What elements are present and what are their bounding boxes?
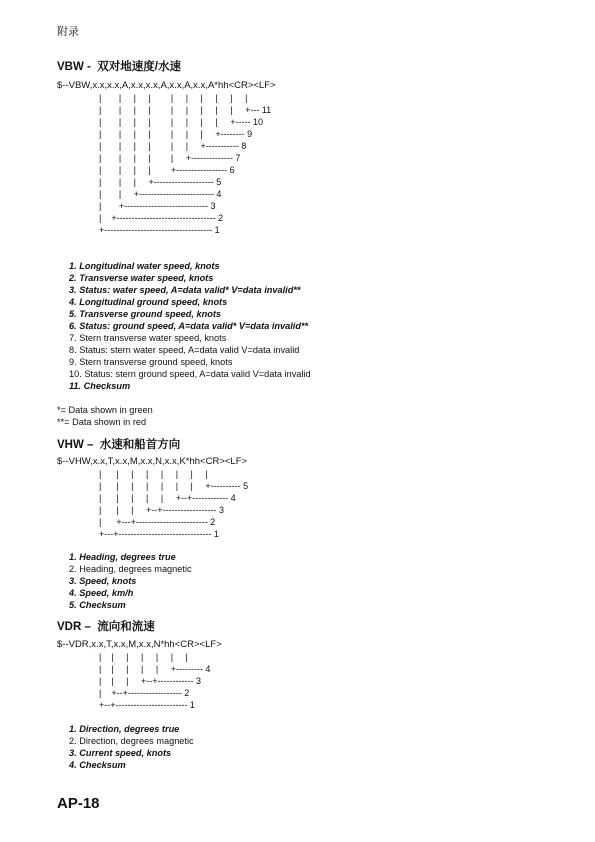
- diagram-line: | | | | | | |: [99, 652, 188, 662]
- vdr-title: VDR – 流向和流速: [57, 621, 155, 633]
- page-number: AP-18: [57, 795, 100, 812]
- field-description: 8. Status: stern water speed, A=data valid V=data invalid: [69, 345, 300, 355]
- field-description: 1. Heading, degrees true: [69, 552, 176, 562]
- diagram-line: | | | | | +--+------------ 4: [99, 493, 236, 503]
- field-description: 1. Longitudinal water speed, knots: [69, 261, 220, 271]
- diagram-line: | | | +--+------------------ 3: [99, 505, 224, 515]
- note-red: **= Data shown in red: [57, 417, 147, 427]
- diagram-line: | | | +--+------------ 3: [99, 676, 201, 686]
- field-description: 6. Status: ground speed, A=data valid* V=data invalid**: [69, 321, 309, 331]
- field-description: 3. Status: water speed, A=data valid* V=data invalid**: [69, 285, 301, 295]
- vbw-sentence: $--VBW,x.x,x.x,A,x.x,x.x,A,x.x,A,x.x,A*hh<CR><LF>: [57, 80, 276, 91]
- diagram-line: | | | | | | | | | +--- 11: [99, 105, 272, 115]
- diagram-line: | | | | | +--------- 4: [99, 664, 211, 674]
- diagram-line: | | | | | +-------------- 7: [99, 153, 241, 163]
- field-description: 5. Transverse ground speed, knots: [69, 309, 221, 319]
- vbw-notes: [57, 404, 153, 428]
- field-description: 3. Speed, knots: [69, 576, 137, 586]
- vhw-field-list: [69, 551, 192, 611]
- field-description: 1. Direction, degrees true: [69, 724, 180, 734]
- vdr-sentence: $--VDR,x.x,T,x.x,M,x.x,N*hh<CR><LF>: [57, 639, 222, 650]
- field-description: 10. Status: stern ground speed, A=data valid V=data invalid: [69, 369, 311, 379]
- diagram-line: | | | | +----------------- 6: [99, 165, 235, 175]
- diagram-line: | | +------------------------- 4: [99, 189, 222, 199]
- diagram-line: | | | | | | +----------- 8: [99, 141, 247, 151]
- field-description: 4. Checksum: [69, 760, 126, 770]
- field-description: 3. Current speed, knots: [69, 748, 172, 758]
- field-description: 9. Stern transverse ground speed, knots: [69, 357, 233, 367]
- diagram-line: | | | +-------------------- 5: [99, 177, 222, 187]
- vhw-sentence: $--VHW,x.x,T,x.x,M,x.x,N,x.x,K*hh<CR><LF>: [57, 456, 248, 467]
- diagram-line: +--+------------------------ 1: [99, 700, 195, 710]
- field-description: 4. Speed, km/h: [69, 588, 134, 598]
- diagram-line: | +---+------------------------ 2: [99, 517, 216, 527]
- vbw-title: VBW - 双对地速度/水速: [57, 61, 181, 73]
- diagram-line: | | | | | | | +-------- 9: [99, 129, 253, 139]
- field-description: 4. Longitudinal ground speed, knots: [69, 297, 228, 307]
- vhw-title: VHW – 水速和船首方向: [57, 439, 181, 451]
- diagram-line: | | | | | | | |: [99, 469, 208, 479]
- diagram-line: | +--+------------------ 2: [99, 688, 190, 698]
- diagram-line: +---+------------------------------- 1: [99, 529, 219, 539]
- diagram-line: | | | | | | | | +----- 10: [99, 117, 263, 127]
- field-description: 2. Transverse water speed, knots: [69, 273, 214, 283]
- diagram-line: | | | | | | | +---------- 5: [99, 481, 249, 491]
- field-description: 5. Checksum: [69, 600, 126, 610]
- field-description: 2. Direction, degrees magnetic: [69, 736, 194, 746]
- vdr-field-list: [69, 723, 194, 771]
- page-header: 附录: [57, 26, 79, 38]
- vbw-field-list: [69, 260, 311, 392]
- note-green: *= Data shown in green: [57, 405, 153, 415]
- field-description: 7. Stern transverse water speed, knots: [69, 333, 227, 343]
- diagram-line: | +--------------------------------- 2: [99, 213, 224, 223]
- diagram-line: | +---------------------------- 3: [99, 201, 216, 211]
- diagram-line: +------------------------------------ 1: [99, 225, 220, 235]
- field-description: 11. Checksum: [69, 381, 131, 391]
- field-description: 2. Heading, degrees magnetic: [69, 564, 192, 574]
- diagram-line: | | | | | | | | | |: [99, 93, 248, 103]
